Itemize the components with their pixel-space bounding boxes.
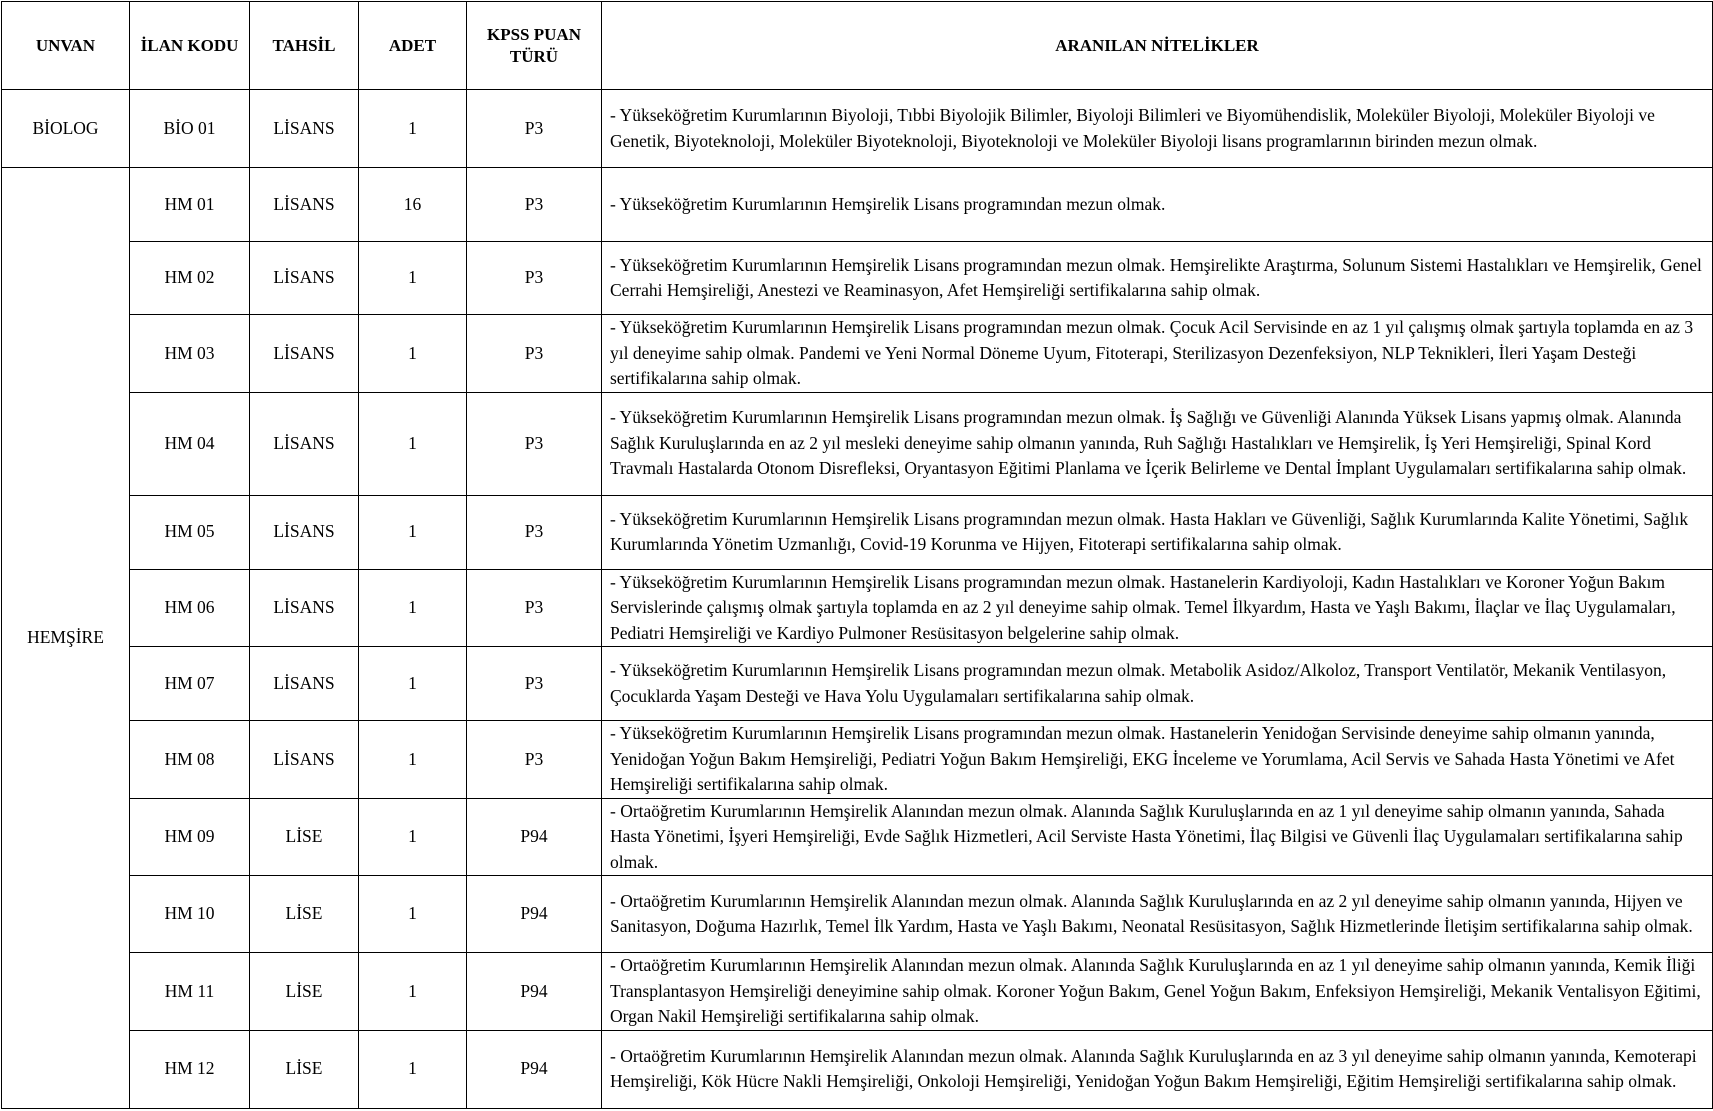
cell-ilan-kodu: HM 03 [130, 315, 250, 393]
cell-puan-turu: P3 [467, 168, 602, 242]
cell-tahsil: LİSANS [250, 392, 359, 495]
cell-tahsil: LİSE [250, 953, 359, 1031]
header-ilan-kodu: İLAN KODU [130, 2, 250, 90]
cell-tahsil: LİSANS [250, 569, 359, 647]
cell-tahsil: LİSE [250, 1030, 359, 1108]
header-tahsil: TAHSİL [250, 2, 359, 90]
header-aranilan-nitelikler: ARANILAN NİTELİKLER [602, 2, 1713, 90]
cell-nitelikler: - Yükseköğretim Kurumlarının Hemşirelik Lisans programından mezun olmak. Hastanelerin Kardiyoloji, Kadın Hastalıkları ve Koroner Yoğun Bakım Servislerinde çalışmış olmak şartıyla toplamda en az 2 yıl deneyime sahip olmak. Temel İlkyardım, Hasta ve Yaşlı Bakımı, İlaçlar ve İlaç Uygulamaları, Pediatri Hemşireliği ve Kardiyo Pulmoner Resüsitasyon belgelerine sahip olmak. [602, 569, 1713, 647]
cell-ilan-kodu: HM 04 [130, 392, 250, 495]
table-row [2, 392, 1713, 495]
cell-nitelikler: - Yükseköğretim Kurumlarının Hemşirelik Lisans programından mezun olmak. [602, 168, 1713, 242]
cell-ilan-kodu: BİO 01 [130, 90, 250, 168]
header-kpss-puan-turu: KPSS PUAN TÜRÜ [467, 2, 602, 90]
cell-nitelikler: - Yükseköğretim Kurumlarının Hemşirelik Lisans programından mezun olmak. Hemşirelikte Araştırma, Solunum Sistemi Hastalıkları ve Hemşirelik, Genel Cerrahi Hemşireliği, Anestezi ve Reaminasyon, Afet Hemşireliği sertifikalarına sahip olmak. [602, 242, 1713, 315]
cell-adet: 1 [359, 798, 467, 876]
cell-adet: 1 [359, 495, 467, 569]
cell-tahsil: LİSANS [250, 242, 359, 315]
table-row [2, 798, 1713, 876]
cell-ilan-kodu: HM 02 [130, 242, 250, 315]
cell-tahsil: LİSE [250, 876, 359, 953]
cell-nitelikler: - Yükseköğretim Kurumlarının Hemşirelik Lisans programından mezun olmak. Çocuk Acil Servisinde en az 1 yıl çalışmış olmak şartıyla toplamda en az 3 yıl deneyime sahip olmak. Pandemi ve Yeni Normal Döneme Uyum, Fitoterapi, Sterilizasyon Dezenfeksiyon, NLP Teknikleri, İleri Yaşam Desteği sertifikalarına sahip olmak. [602, 315, 1713, 393]
cell-puan-turu: P3 [467, 315, 602, 393]
cell-tahsil: LİSANS [250, 647, 359, 721]
cell-ilan-kodu: HM 11 [130, 953, 250, 1031]
table-row [2, 569, 1713, 647]
cell-nitelikler: - Ortaöğretim Kurumlarının Hemşirelik Alanından mezun olmak. Alanında Sağlık Kuruluşlarında en az 1 yıl deneyime sahip olmanın yanında, Kemik İliği Transplantasyon Hemşireliği deneyimine sahip olmak. Koroner Yoğun Bakım, Genel Yoğun Bakım, Enfeksiyon Hemşireliği, Mekanik Ventalisyon Eğitimi, Organ Nakil Hemşireliği sertifikalarına sahip olmak. [602, 953, 1713, 1031]
table-row [2, 1030, 1713, 1108]
cell-adet: 1 [359, 721, 467, 799]
cell-unvan: HEMŞİRE [2, 168, 130, 1109]
cell-puan-turu: P94 [467, 953, 602, 1031]
cell-tahsil: LİSANS [250, 495, 359, 569]
cell-adet: 1 [359, 392, 467, 495]
header-adet: ADET [359, 2, 467, 90]
table-header-row [2, 2, 1713, 90]
cell-adet: 1 [359, 953, 467, 1031]
cell-nitelikler: - Yükseköğretim Kurumlarının Hemşirelik Lisans programından mezun olmak. Metabolik Asidoz/Alkoloz, Transport Ventilatör, Mekanik Ventilasyon, Çocuklarda Yaşam Desteği ve Hava Yolu Uygulamaları sertifikalarına sahip olmak. [602, 647, 1713, 721]
cell-puan-turu: P3 [467, 90, 602, 168]
cell-puan-turu: P3 [467, 392, 602, 495]
cell-adet: 1 [359, 569, 467, 647]
cell-nitelikler: - Yükseköğretim Kurumlarının Hemşirelik Lisans programından mezun olmak. Hastanelerin Yenidoğan Servisinde deneyime sahip olmanın yanında, Yenidoğan Yoğun Bakım Hemşireliği, Pediatri Yoğun Bakım Hemşireliği, EKG İnceleme ve Yorumlama, Acil Servis ve Sahada Hasta Yönetimi ve Afet Hemşireliği sertifikalarına sahip olmak. [602, 721, 1713, 799]
cell-nitelikler: - Ortaöğretim Kurumlarının Hemşirelik Alanından mezun olmak. Alanında Sağlık Kuruluşlarında en az 1 yıl deneyime sahip olmanın yanında, Sahada Hasta Yönetimi, İşyeri Hemşireliği, Evde Sağlık Hizmetleri, Acil Serviste Hasta Yönetimi, İlaç Bilgisi ve Güvenli İlaç Uygulamaları sertifikalarına sahip olmak. [602, 798, 1713, 876]
cell-nitelikler: - Yükseköğretim Kurumlarının Hemşirelik Lisans programından mezun olmak. Hasta Hakları ve Güvenliği, Sağlık Kurumlarında Kalite Yönetimi, Sağlık Kurumlarında Yönetim Uzmanlığı, Covid-19 Korunma ve Hijyen, Fitoterapi sertifikalarına sahip olmak. [602, 495, 1713, 569]
cell-nitelikler: - Ortaöğretim Kurumlarının Hemşirelik Alanından mezun olmak. Alanında Sağlık Kuruluşlarında en az 3 yıl deneyime sahip olmanın yanında, Kemoterapi Hemşireliği, Kök Hücre Nakli Hemşireliği, Onkoloji Hemşireliği, Yenidoğan Yoğun Bakım Hemşireliği, Eğitim Hemşireliği sertifikalarına sahip olmak. [602, 1030, 1713, 1108]
cell-tahsil: LİSANS [250, 168, 359, 242]
table-row [2, 90, 1713, 168]
table-row [2, 721, 1713, 799]
table-row [2, 495, 1713, 569]
cell-adet: 1 [359, 242, 467, 315]
cell-ilan-kodu: HM 09 [130, 798, 250, 876]
cell-ilan-kodu: HM 05 [130, 495, 250, 569]
table-row [2, 953, 1713, 1031]
table-row [2, 647, 1713, 721]
cell-puan-turu: P94 [467, 876, 602, 953]
job-listings-table [1, 1, 1713, 1109]
table-row [2, 315, 1713, 393]
cell-tahsil: LİSANS [250, 90, 359, 168]
cell-tahsil: LİSANS [250, 315, 359, 393]
cell-puan-turu: P3 [467, 242, 602, 315]
cell-ilan-kodu: HM 10 [130, 876, 250, 953]
cell-nitelikler: - Yükseköğretim Kurumlarının Hemşirelik Lisans programından mezun olmak. İş Sağlığı ve Güvenliği Alanında Yüksek Lisans yapmış olmak. Alanında Sağlık Kuruluşlarında en az 2 yıl mesleki deneyime sahip olmanın yanında, Ruh Sağlığı Hastalıkları ve Hemşirelik, İş Yeri Hemşireliği, Spinal Kord Travmalı Hastalarda Otonom Disrefleksi, Oryantasyon Eğitimi Planlama ve İçerik Belirleme ve Dental İmplant Uygulamaları sertifikalarına sahip olmak. [602, 392, 1713, 495]
cell-adet: 1 [359, 315, 467, 393]
cell-puan-turu: P94 [467, 1030, 602, 1108]
cell-ilan-kodu: HM 08 [130, 721, 250, 799]
cell-tahsil: LİSANS [250, 721, 359, 799]
cell-adet: 1 [359, 647, 467, 721]
cell-puan-turu: P94 [467, 798, 602, 876]
cell-nitelikler: - Yükseköğretim Kurumlarının Biyoloji, Tıbbi Biyolojik Bilimler, Biyoloji Bilimleri ve Biyomühendislik, Moleküler Biyoloji, Moleküler Biyoloji ve Genetik, Biyoteknoloji, Moleküler Biyoteknoloji, Biyoteknoloji ve Moleküler Biyoloji lisans programlarının birinden mezun olmak. [602, 90, 1713, 168]
cell-puan-turu: P3 [467, 647, 602, 721]
cell-ilan-kodu: HM 07 [130, 647, 250, 721]
cell-puan-turu: P3 [467, 569, 602, 647]
cell-ilan-kodu: HM 12 [130, 1030, 250, 1108]
header-unvan: UNVAN [2, 2, 130, 90]
cell-adet: 16 [359, 168, 467, 242]
cell-adet: 1 [359, 1030, 467, 1108]
cell-adet: 1 [359, 90, 467, 168]
cell-adet: 1 [359, 876, 467, 953]
cell-puan-turu: P3 [467, 721, 602, 799]
table-row [2, 168, 1713, 242]
cell-ilan-kodu: HM 06 [130, 569, 250, 647]
table-row [2, 876, 1713, 953]
cell-unvan: BİOLOG [2, 90, 130, 168]
cell-tahsil: LİSE [250, 798, 359, 876]
cell-ilan-kodu: HM 01 [130, 168, 250, 242]
cell-nitelikler: - Ortaöğretim Kurumlarının Hemşirelik Alanından mezun olmak. Alanında Sağlık Kuruluşlarında en az 2 yıl deneyime sahip olmanın yanında, Hijyen ve Sanitasyon, Doğuma Hazırlık, Temel İlk Yardım, Hasta ve Yaşlı Bakımı, Neonatal Resüsitasyon, Sağlık Hizmetlerinde İletişim sertifikalarına sahip olmak. [602, 876, 1713, 953]
cell-puan-turu: P3 [467, 495, 602, 569]
table-row [2, 242, 1713, 315]
